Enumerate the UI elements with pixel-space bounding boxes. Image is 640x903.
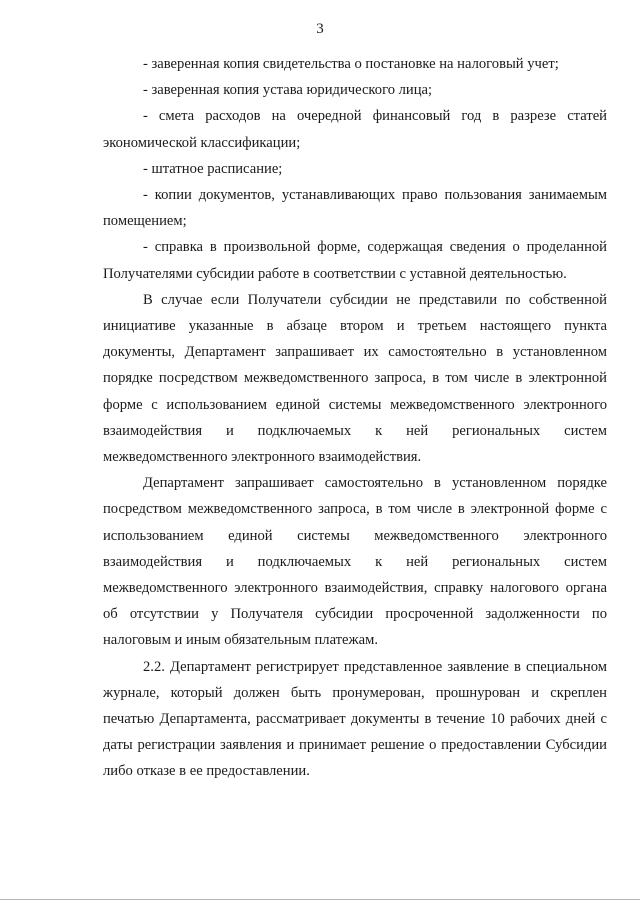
list-item-tax-registration: - заверенная копия свидетельства о постановке на налоговый учет; xyxy=(143,56,559,72)
paragraph-interagency-request: В случае если Получатели субсидии не представили по собственной инициативе указанные в абзаце втором и третьем настоящего пункта документы, Департамент запрашивает их самостоятельно в установленном порядке посредством межведомственного запроса, в том числе в электронной форме с использованием единой системы межведомственного электронного взаимодействия и подключаемых к ней региональных систем межведомственного электронного взаимодействия. xyxy=(103,291,607,466)
list-item-staff-schedule: - штатное расписание; xyxy=(143,160,283,177)
list-item-charter-copy: - заверенная копия устава юридического лица; xyxy=(143,82,433,99)
list-item-expense-estimate: - смета расходов на очередной финансовый год в разрезе статей экономической классификации; xyxy=(103,108,607,151)
list-item-premises-documents: - копии документов, устанавливающих право пользования занимаемым помещением; xyxy=(103,187,607,230)
bottom-divider xyxy=(0,899,640,900)
paragraph-section-2-2: 2.2. Департамент регистрирует представленное заявление в специальном журнале, который должен быть пронумерован, прошнурован и скреплен печатью Департамента, рассматривает документы в течение 10 рабочих дней с даты регистрации заявления и принимает решение о предоставлении Субсидии либо отказе в ее предоставлении. xyxy=(103,658,607,780)
paragraph-tax-certificate-request: Департамент запрашивает самостоятельно в установленном порядке посредством межведомственного запроса, в том числе в электронной форме с использованием единой системы межведомственного электронного взаимодействия и подключаемых к ней региональных систем межведомственного электронного взаимодействия, справку налогового органа об отсутствии у Получателя субсидии просроченной задолженности по налоговым и иным обязательным платежам. xyxy=(103,475,607,649)
list-item-activity-certificate: - справка в произвольной форме, содержащая сведения о проделанной Получателями субсидии работе в соответствии с уставной деятельностью. xyxy=(103,239,607,282)
page-number: 3 xyxy=(316,21,324,37)
document-body xyxy=(103,51,607,785)
